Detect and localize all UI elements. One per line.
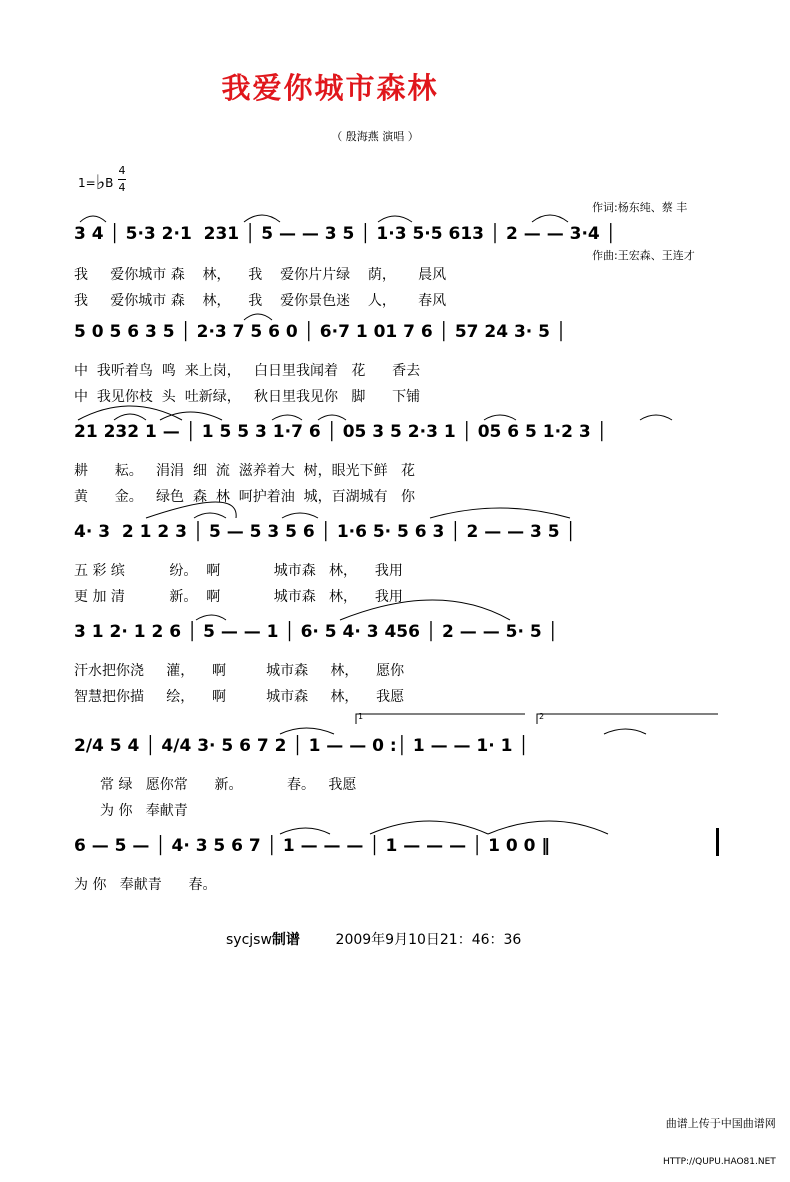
slur-mark — [114, 414, 146, 420]
watermark-line-1: 曲谱上传于中国曲谱网 — [665, 1117, 776, 1130]
lyrics-line-5a: 汗水把你浇 灌， 啊 城市森 林， 愿你 — [74, 663, 405, 679]
made-datetime: 2009年9月10日21：46：36 — [335, 932, 522, 948]
slur-mark — [280, 728, 334, 734]
time-top: 4 — [118, 164, 126, 177]
key-label: 1= — [78, 176, 96, 190]
key-note: B — [105, 176, 114, 190]
music-line-2: 5 0 5 6 3 5 │ 2·3 7 5 6 0 │ 6·7 1 01 7 6 │ 57 24 3· 5 │ — [74, 322, 567, 342]
music-line-6: 2/4 5 4 │ 4/4 3· 5 6 7 2 │ 1 — — 0 :│ 1 — — 1· 1 │ — [74, 736, 529, 756]
volta-first-number: 1 — [358, 712, 364, 721]
slur-mark — [78, 406, 182, 420]
volta-second-number: 2 — [539, 712, 545, 721]
lyrics-line-5b: 智慧把你描 绘， 啊 城市森 林， 我愿 — [74, 689, 405, 705]
slur-mark — [370, 821, 488, 834]
maker-suffix: 制谱 — [271, 932, 300, 948]
slur-mark — [378, 216, 412, 222]
volta-bracket — [356, 714, 525, 724]
slur-mark — [640, 415, 672, 420]
lyrics-line-2a: 中 我听着鸟 鸣 来上岗， 白日里我闻着 花 香去 — [74, 363, 421, 379]
slur-mark — [244, 215, 280, 222]
slur-mark — [318, 415, 346, 420]
lyricist: 作词:杨东纯、蔡 丰 — [592, 201, 688, 214]
slur-mark — [488, 821, 608, 834]
slur-mark — [532, 215, 568, 222]
music-line-4: 4· 3 2 1 2 3 │ 5 — 5 3 5 6 │ 1·6 5· 5 6 3 │ 2 — — 3 5 │ — [74, 522, 576, 542]
slur-mark — [244, 314, 272, 320]
lyrics-line-6a: 常 绿 愿你常 新。 春。 我愿 — [100, 777, 357, 793]
lyrics-line-1a: 我 爱你城市 森 林， 我 爱你片片绿 荫， 晨风 — [74, 267, 447, 283]
music-line-5: 3 1 2· 1 2 6 │ 5 — — 1 │ 6· 5 4· 3 456 │ 2 — — 5· 5 │ — [74, 622, 558, 642]
flat-sign-icon: ♭ — [95, 170, 106, 194]
song-title: 我爱你城市森林 — [221, 71, 439, 105]
composer: 作曲:王宏森、王连才 — [592, 249, 695, 262]
lyrics-line-3b: 黄 金。 绿色 森 林 呵护着油 城，百湖城有 你 — [74, 489, 416, 505]
slur-mark — [196, 615, 226, 620]
music-line-3: 21 232 1 — │ 1 5 5 3 1·7 6 │ 05 3 5 2·3 1 │ 05 6 5 1·2 3 │ — [74, 422, 607, 442]
singer-credit: （ 殷海燕 演唱 ） — [331, 130, 419, 143]
slur-mark — [282, 513, 318, 518]
music-line-1: 3 4 │ 5·3 2·1 231 │ 5 — — 3 5 │ 1·3 5·5 613 │ 2 — — 3·4 │ — [74, 224, 616, 244]
maker-name: sycjsw — [226, 932, 272, 948]
lyrics-line-2b: 中 我见你枝 头 吐新绿， 秋日里我见你 脚 下铺 — [74, 389, 421, 405]
time-bottom: 4 — [118, 181, 126, 194]
slur-mark — [80, 216, 106, 222]
final-barline — [716, 828, 719, 856]
music-line-7: 6 — 5 — │ 4· 3 5 6 7 │ 1 — — — │ 1 — — — │ 1 0 0 ‖ — [74, 836, 550, 856]
lyrics-line-1b: 我 爱你城市 森 林， 我 爱你景色迷 人， 春风 — [74, 293, 447, 309]
volta-bracket — [537, 714, 718, 724]
slur-mark — [280, 828, 330, 834]
watermark-line-2: HTTP://QUPU.HAO81.NET — [663, 1157, 776, 1167]
slur-mark — [272, 415, 302, 420]
lyrics-line-3a: 耕 耘。 涓涓 细 流 滋养着大 树，眼光下鲜 花 — [74, 463, 416, 479]
slur-mark — [194, 513, 226, 518]
lyrics-line-4a: 五 彩 缤 纷。 啊 城市森 林， 我用 — [74, 563, 403, 579]
lyrics-line-4b: 更 加 清 新。 啊 城市森 林， 我用 — [74, 589, 403, 605]
lyrics-line-7a: 为 你 奉献青 春。 — [74, 877, 217, 893]
slur-mark — [604, 729, 646, 734]
lyrics-line-6b: 为 你 奉献青 — [100, 803, 188, 819]
slur-mark — [160, 412, 222, 420]
slur-mark — [430, 508, 570, 518]
slur-mark — [484, 415, 516, 420]
slur-mark — [340, 600, 510, 620]
